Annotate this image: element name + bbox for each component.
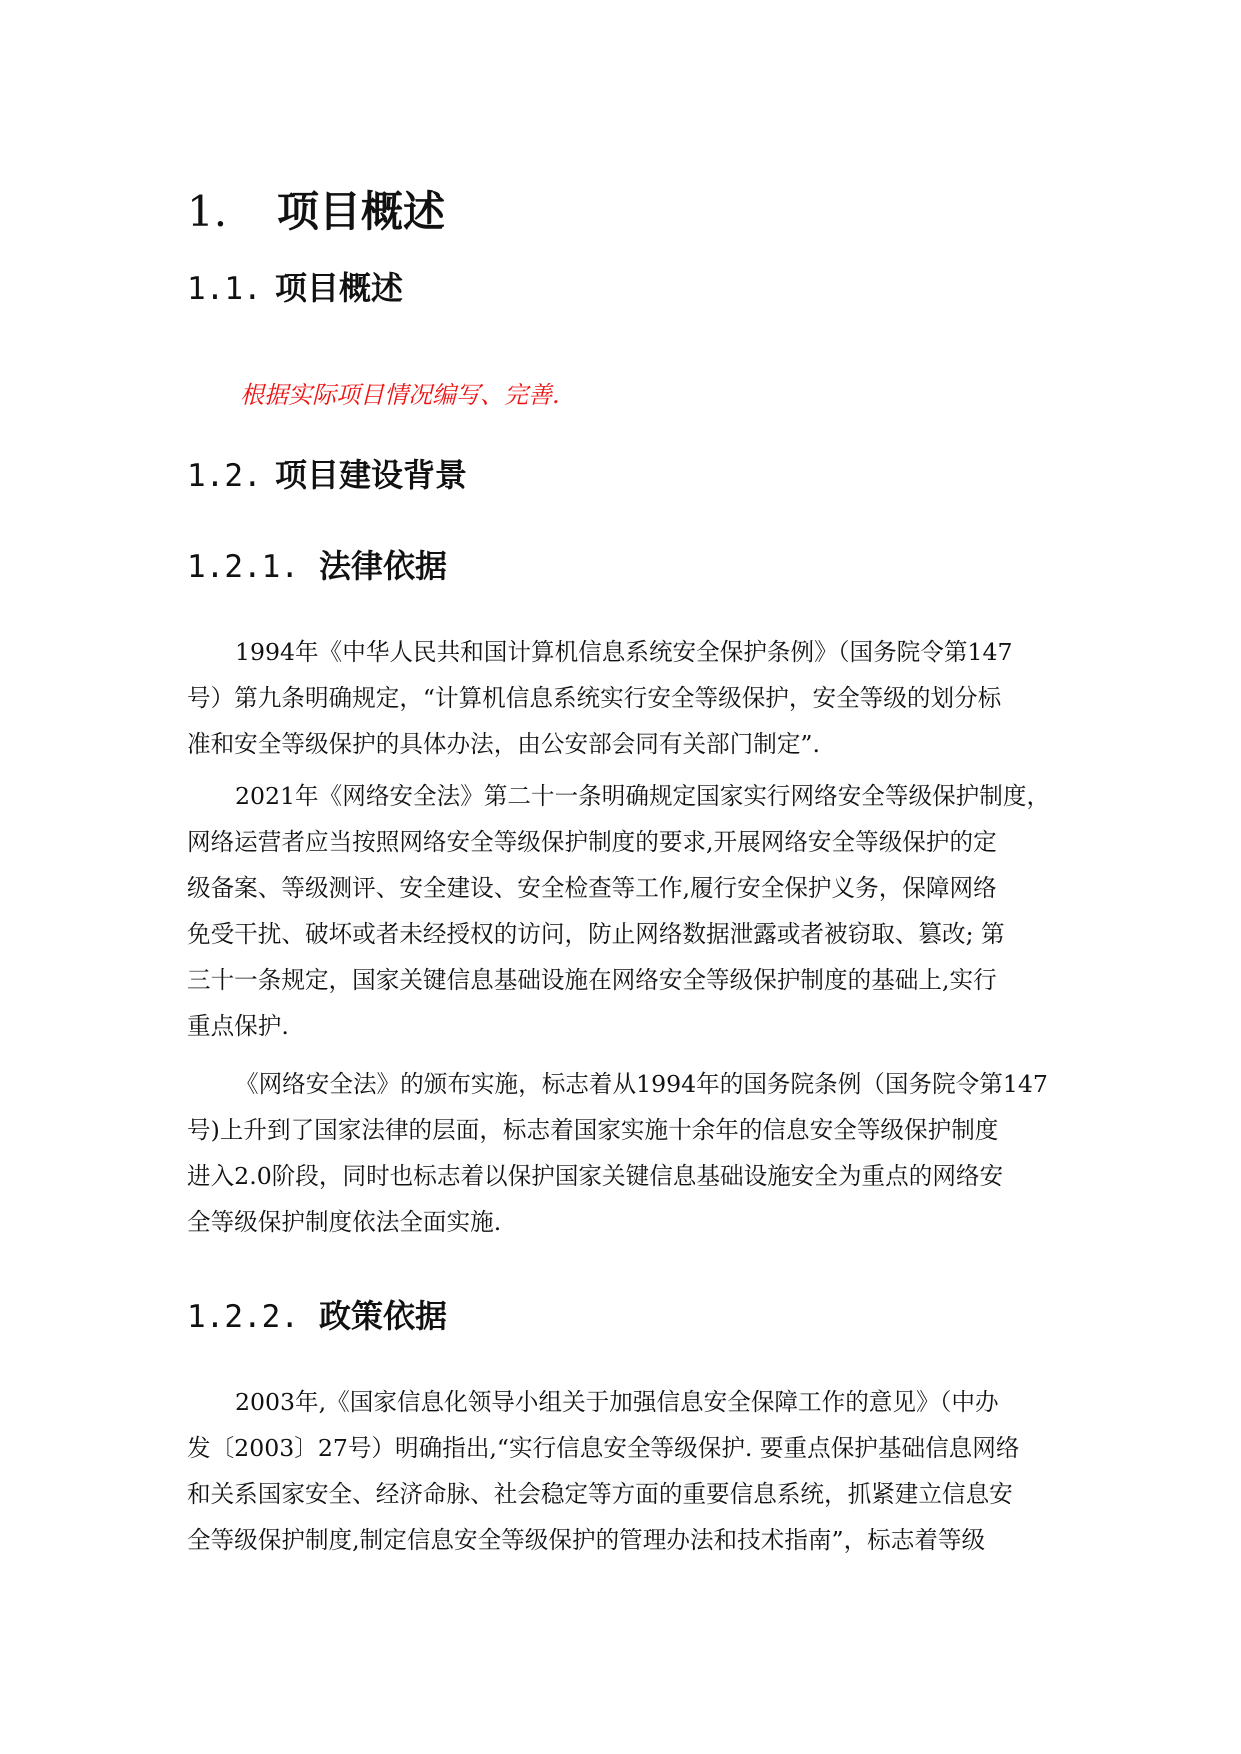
section-number: 1.2.2. <box>187 1299 299 1335</box>
paragraph-line: 网络运营者应当按照网络安全等级保护制度的要求,开展网络安全等级保护的定 <box>187 828 997 856</box>
paragraph-line: 号）第九条明确规定，“计算机信息系统实行安全等级保护，安全等级的划分标 <box>187 684 1002 712</box>
paragraph-line: 号)上升到了国家法律的层面，标志着国家实施十余年的信息安全等级保护制度 <box>187 1116 999 1144</box>
section-number: 1.1. <box>187 271 262 307</box>
paragraph-legal-basis-2 <box>187 773 1055 1049</box>
section-title: 项目概述 <box>275 269 404 307</box>
paragraph-line: 免受干扰、破坏或者未经授权的访问，防止网络数据泄露或者被窃取、篡改; 第 <box>187 920 1005 948</box>
section-number: 1.2.1. <box>187 549 299 585</box>
heading-section-1-2 <box>187 452 467 499</box>
paragraph-line: 全等级保护制度依法全面实施. <box>187 1208 502 1236</box>
heading-section-1 <box>187 182 445 242</box>
paragraph-policy-basis-1 <box>187 1379 1055 1563</box>
paragraph-line: 重点保护. <box>187 1012 289 1040</box>
paragraph-line: 2003年,《国家信息化领导小组关于加强信息安全保障工作的意见》（中办 <box>235 1388 999 1416</box>
paragraph-line: 1994年《中华人民共和国计算机信息系统安全保护条例》（国务院令第147 <box>235 638 1013 666</box>
paragraph-line: 准和安全等级保护的具体办法，由公安部会同有关部门制定”. <box>187 730 820 758</box>
section-title: 法律依据 <box>319 547 448 585</box>
section-title: 项目建设背景 <box>275 456 468 494</box>
section-number: 1. <box>187 187 228 236</box>
paragraph-line: 三十一条规定，国家关键信息基础设施在网络安全等级保护制度的基础上,实行 <box>187 966 997 994</box>
paragraph-line: 进入2.0阶段，同时也标志着以保护国家关键信息基础设施安全为重点的网络安 <box>187 1162 1004 1190</box>
heading-section-1-1 <box>187 265 403 312</box>
paragraph-legal-basis-3 <box>187 1061 1055 1245</box>
paragraph-line: 级备案、等级测评、安全建设、安全检查等工作,履行安全保护义务，保障网络 <box>187 874 997 902</box>
heading-section-1-2-2 <box>187 1293 447 1340</box>
paragraph-line: 全等级保护制度,制定信息安全等级保护的管理办法和技术指南”，标志着等级 <box>187 1526 986 1554</box>
paragraph-line: 发〔2003〕27号）明确指出,“实行信息安全等级保护. 要重点保护基础信息网络 <box>187 1434 1020 1462</box>
section-title: 项目概述 <box>277 187 446 236</box>
section-title: 政策依据 <box>319 1297 448 1335</box>
heading-section-1-2-1 <box>187 543 447 590</box>
paragraph-line: 和关系国家安全、经济命脉、社会稳定等方面的重要信息系统，抓紧建立信息安 <box>187 1480 1013 1508</box>
paragraph-line: 《网络安全法》的颁布实施，标志着从1994年的国务院条例（国务院令第147 <box>235 1070 1048 1098</box>
paragraph-line: 2021年《网络安全法》第二十一条明确规定国家实行网络安全等级保护制度， <box>235 782 1051 810</box>
paragraph-legal-basis-1 <box>187 629 1055 767</box>
section-number: 1.2. <box>187 458 262 494</box>
editor-note: 根据实际项目情况编写、完善. <box>240 381 560 409</box>
